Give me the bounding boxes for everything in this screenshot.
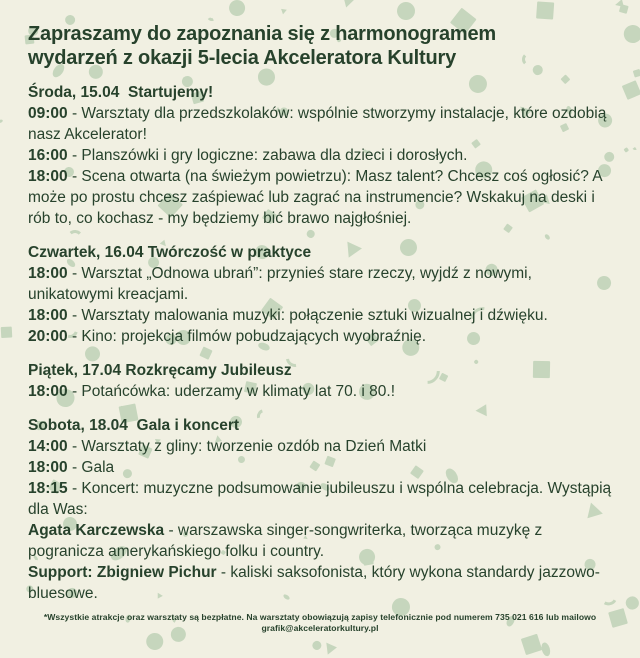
- section-heading: Piątek, 17.04 Rozkręcamy Jubileusz: [28, 362, 292, 379]
- event-time: 18:00: [28, 383, 68, 400]
- section-saturday: [28, 415, 612, 604]
- event-time: 18:00: [28, 265, 68, 282]
- performer-name: Agata Karczewska: [28, 522, 165, 539]
- performer-name: Support: Zbigniew Pichur: [28, 564, 217, 581]
- confetti-shape: [326, 642, 337, 655]
- event-row: [28, 436, 612, 457]
- section-friday: [28, 360, 612, 402]
- event-time: 14:00: [28, 438, 68, 455]
- footnote: *Wszystkie atrakcje oraz warsztaty są bezpłatne. Na warsztaty obowiązują zapisy telefonicznie pod numerem 735 021 616 lub mailowo grafik@akceleratorkultury.pl: [43, 612, 597, 633]
- confetti-shape: [540, 642, 552, 658]
- event-time: 18:00: [28, 307, 68, 324]
- performer-row: [28, 562, 612, 604]
- section-wednesday: [28, 82, 612, 229]
- event-row: [28, 478, 612, 520]
- event-row: [28, 381, 612, 402]
- event-desc: - Gala: [71, 459, 115, 476]
- performer-row: [28, 520, 612, 562]
- event-desc: - Koncert: muzyczne podsumowanie jubileuszu i wspólna celebracja. Wystąpią dla Was:: [28, 480, 612, 518]
- confetti-shape: [311, 640, 323, 652]
- event-time: 16:00: [28, 147, 68, 164]
- event-time: 18:00: [28, 459, 68, 476]
- event-desc: - Warsztat „Odnowa ubrań”: przynieś stare rzeczy, wyjdź z nowymi, unikatowymi kreacjami.: [28, 265, 532, 303]
- event-desc: - Warsztaty dla przedszkolaków: wspólnie stworzymy instalacje, które ozdobią nasz Akcelerator!: [28, 105, 607, 143]
- event-row: [28, 103, 612, 145]
- poster-title: Zapraszamy do zapoznania się z harmonogramem wydarzeń z okazji 5-lecia Akceleratora Kultury: [28, 23, 496, 69]
- event-time: 09:00: [28, 105, 68, 122]
- event-row: [28, 145, 612, 166]
- section-heading: Środa, 15.04 Startujemy!: [28, 84, 214, 101]
- section-heading: Sobota, 18.04 Gala i koncert: [28, 417, 240, 434]
- event-desc: - Planszówki i gry logiczne: zabawa dla dzieci i dorosłych.: [71, 147, 468, 164]
- event-time: 20:00: [28, 328, 68, 345]
- event-row: [28, 263, 612, 305]
- event-row: [28, 457, 612, 478]
- event-time: 18:15: [28, 480, 68, 497]
- event-desc: - Potańcówka: uderzamy w klimaty lat 70. i 80.!: [71, 383, 396, 400]
- event-row: [28, 166, 612, 229]
- section-thursday: [28, 242, 612, 347]
- performer-desc: - warszawska singer-songwriterka, tworząca muzykę z pogranicza amerykańskiego folku i country.: [28, 522, 543, 560]
- event-desc: - Kino: projekcja filmów pobudzających wyobraźnię.: [71, 328, 427, 345]
- event-desc: - Scena otwarta (na świeżym powietrzu): Masz talent? Chcesz coś ogłosić? A może po prostu chcesz zaśpiewać lub zagrać na instrumencie? Wskakuj na deski i rób to, co kochasz - my będziemy bić brawo najgłośniej.: [28, 168, 602, 227]
- event-desc: - Warsztaty malowania muzyki: połączenie sztuki wizualnej i dźwięku.: [71, 307, 548, 324]
- event-time: 18:00: [28, 168, 68, 185]
- section-heading: Czwartek, 16.04 Twórczość w praktyce: [28, 244, 312, 261]
- performer-desc: - kaliski saksofonista, który wykona standardy jazzowo-bluesowe.: [28, 564, 600, 602]
- event-row: [28, 305, 612, 326]
- event-desc: - Warsztaty z gliny: tworzenie ozdób na Dzień Matki: [71, 438, 427, 455]
- event-row: [28, 326, 612, 347]
